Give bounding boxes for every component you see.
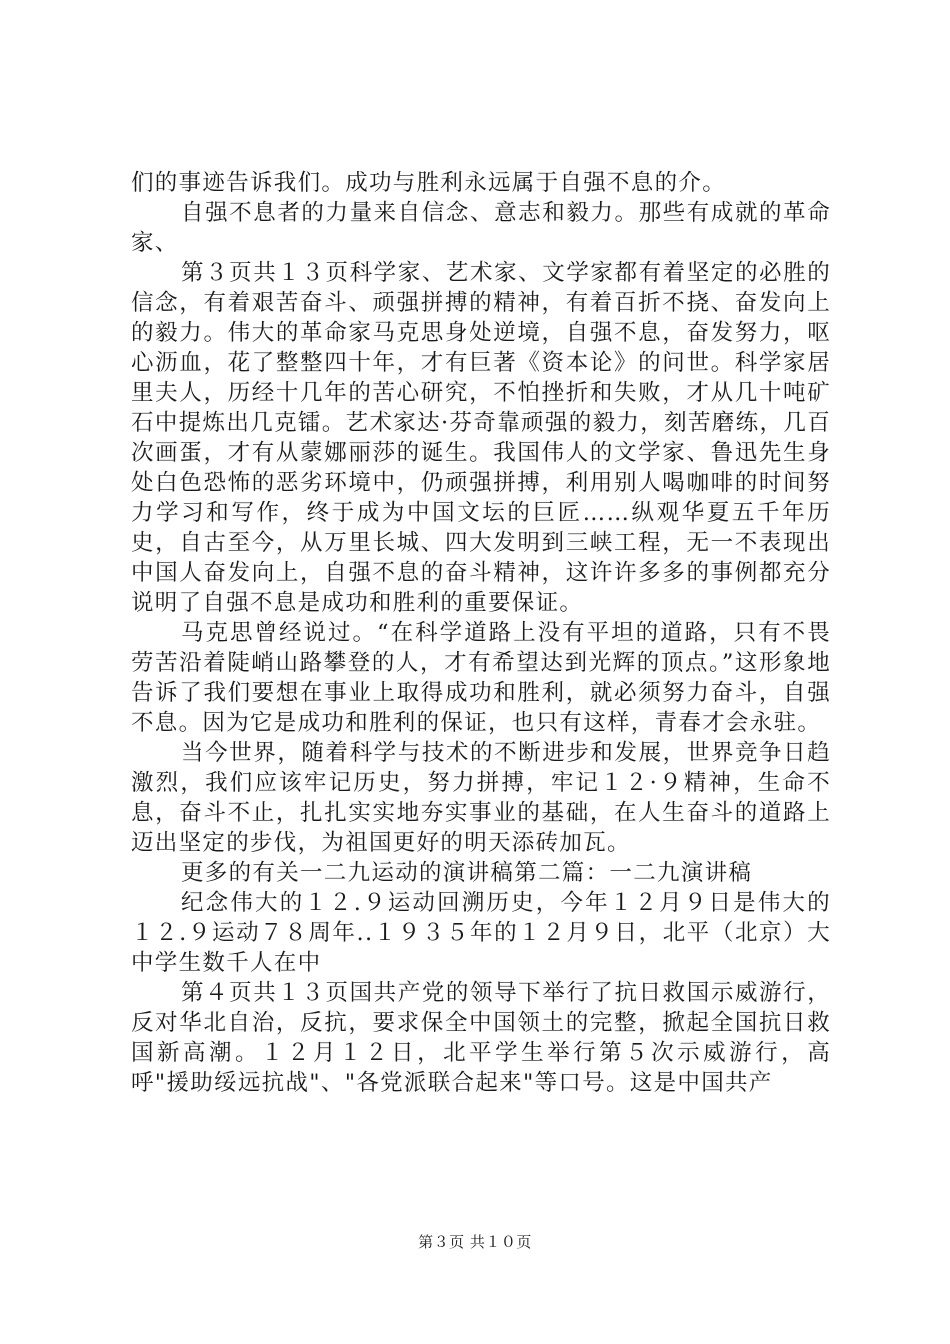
paragraph-4: 马克思曾经说过。“在科学道路上没有平坦的道路，只有不畏劳苦沿着陡峭山路攀登的人，才有希望达到光辉的顶点。”这形象地告诉了我们要想在事业上取得成功和胜利，就必须努力奋斗，自强不息。因为它是成功和胜利的保证，也只有这样，青春才会永驻。 <box>131 620 831 736</box>
paragraph-7: 纪念伟大的１２.９运动回溯历史，今年１２月９日是伟大的１２.９运动７８周年..１９３５年的１２月９日，北平（北京）大中学生数千人在中 <box>131 890 831 976</box>
page-footer: 第３页 共１０页 <box>418 1233 532 1251</box>
paragraph-8: 第４页共１３页国共产党的领导下举行了抗日救国示威游行，反对华北自治，反抗，要求保全中国领土的完整，掀起全国抗日救国新高潮。１２月１２日，北平学生举行第５次示威游行，高呼"援助绥远抗战"、"各党派联合起来"等口号。这是中国共产 <box>131 980 831 1096</box>
paragraph-3: 第３页共１３页科学家、艺术家、文学家都有着坚定的必胜的信念，有着艰苦奋斗、顽强拼搏的精神，有着百折不挠、奋发向上的毅力。伟大的革命家马克思身处逆境，自强不息，奋发努力，呕心沥血，花了整整四十年，才有巨著《资本论》的问世。科学家居里夫人，历经十几年的苦心研究，不怕挫折和失败，才从几十吨矿石中提炼出几克镭。艺术家达·芬奇靠顽强的毅力，刻苦磨练，几百次画蛋，才有从蒙娜丽莎的诞生。我国伟人的文学家、鲁迅先生身处白色恐怖的恶劣环境中，仍顽强拼搏，利用别人喝咖啡的时间努力学习和写作，终于成为中国文坛的巨匠……纵观华夏五千年历史，自古至今，从万里长城、四大发明到三峡工程，无一不表现出中国人奋发向上，自强不息的奋斗精神，这许许多多的事例都充分说明了自强不息是成功和胜利的重要保证。 <box>131 260 831 616</box>
paragraph-6: 更多的有关一二九运动的演讲稿第二篇：一二九演讲稿 <box>181 860 753 886</box>
paragraph-2: 自强不息者的力量来自信念、意志和毅力。那些有成就的革命家、 <box>131 200 831 256</box>
paragraph-1: 们的事迹告诉我们。成功与胜利永远属于自强不息的介。 <box>131 170 727 196</box>
document-body <box>131 168 831 1098</box>
paragraph-5: 当今世界，随着科学与技术的不断进步和发展，世界竞争日趋激烈，我们应该牢记历史，努力拼搏，牢记１２·９精神，生命不息，奋斗不止，扎扎实实地夯实事业的基础，在人生奋斗的道路上迈出坚定的步伐，为祖国更好的明天添砖加瓦。 <box>131 740 831 856</box>
